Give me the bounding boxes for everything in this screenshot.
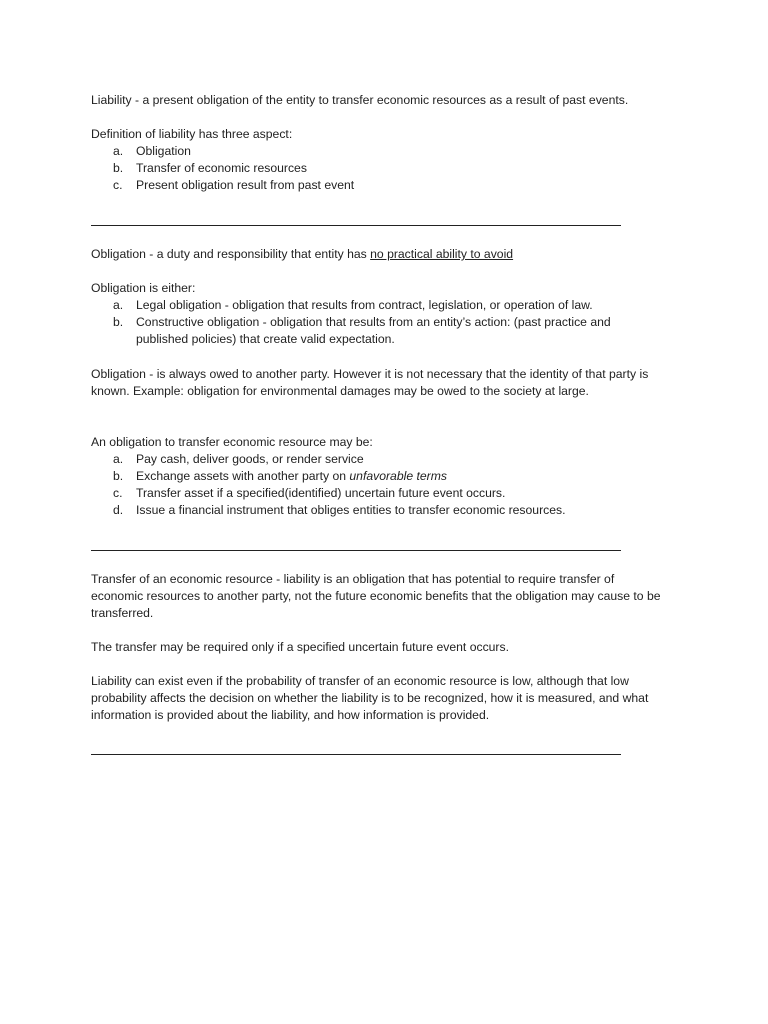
list-item-text: Legal obligation - obligation that results from contract, legislation, or operation of law.	[136, 298, 593, 312]
transfer-intro: An obligation to transfer economic resource may be:	[91, 435, 373, 449]
list-item-text: Transfer asset if a specified(identified) uncertain future event occurs.	[136, 486, 506, 500]
list-marker: d.	[113, 503, 124, 517]
probability-paragraph-line-1: Liability can exist even if the probability of transfer of an economic resource is low, although that low	[91, 674, 629, 688]
list-item-text: Pay cash, deliver goods, or render service	[136, 452, 364, 466]
liability-aspects-intro: Definition of liability has three aspect:	[91, 127, 293, 141]
transfer-paragraph-line-3: transferred.	[91, 606, 154, 620]
transfer-condition-paragraph: The transfer may be required only if a specified uncertain future event occurs.	[91, 640, 509, 654]
list-item-text	[136, 468, 447, 485]
obligation-definition	[91, 246, 513, 263]
list-marker: c.	[113, 486, 123, 500]
list-item-text: published policies) that create valid expectation.	[136, 332, 395, 346]
liability-definition: Liability - a present obligation of the entity to transfer economic resources as a result of past events.	[91, 93, 629, 107]
transfer-paragraph-line-2: economic resources to another party, not the future economic benefits that the obligation may cause to be	[91, 589, 661, 603]
list-item-text: Issue a financial instrument that obliges entities to transfer economic resources.	[136, 503, 566, 517]
list-marker: b.	[113, 315, 124, 329]
list-marker: a.	[113, 452, 124, 466]
section-divider	[91, 225, 621, 226]
list-item-text: Constructive obligation - obligation that results from an entity’s action: (past practice and	[136, 315, 611, 329]
section-divider	[91, 550, 621, 551]
probability-paragraph-line-3: information is provided about the liability, and how information is provided.	[91, 708, 490, 722]
list-item-text-italic: unfavorable terms	[349, 469, 447, 483]
obligation-definition-text: Obligation - a duty and responsibility that entity has	[91, 247, 371, 261]
obligation-definition-underlined: no practical ability to avoid	[370, 247, 514, 261]
list-item-text: Transfer of economic resources	[136, 161, 307, 175]
list-item-text-plain: Exchange assets with another party on	[136, 469, 350, 483]
list-marker: c.	[113, 178, 123, 192]
section-divider	[91, 754, 621, 755]
transfer-paragraph-line-1: Transfer of an economic resource - liability is an obligation that has potential to require transfer of	[91, 572, 615, 586]
obligation-owed-line-1: Obligation - is always owed to another party. However it is not necessary that the identity of that party is	[91, 367, 649, 381]
obligation-either-intro: Obligation is either:	[91, 281, 196, 295]
list-marker: a.	[113, 298, 124, 312]
probability-paragraph-line-2: probability affects the decision on whether the liability is to be recognized, how it is measured, and what	[91, 691, 649, 705]
list-item-text: Obligation	[136, 144, 191, 158]
list-marker: a.	[113, 144, 124, 158]
list-item-text: Present obligation result from past event	[136, 178, 355, 192]
obligation-owed-line-2: known. Example: obligation for environmental damages may be owed to the society at large.	[91, 384, 589, 398]
list-marker: b.	[113, 469, 124, 483]
list-marker: b.	[113, 161, 124, 175]
